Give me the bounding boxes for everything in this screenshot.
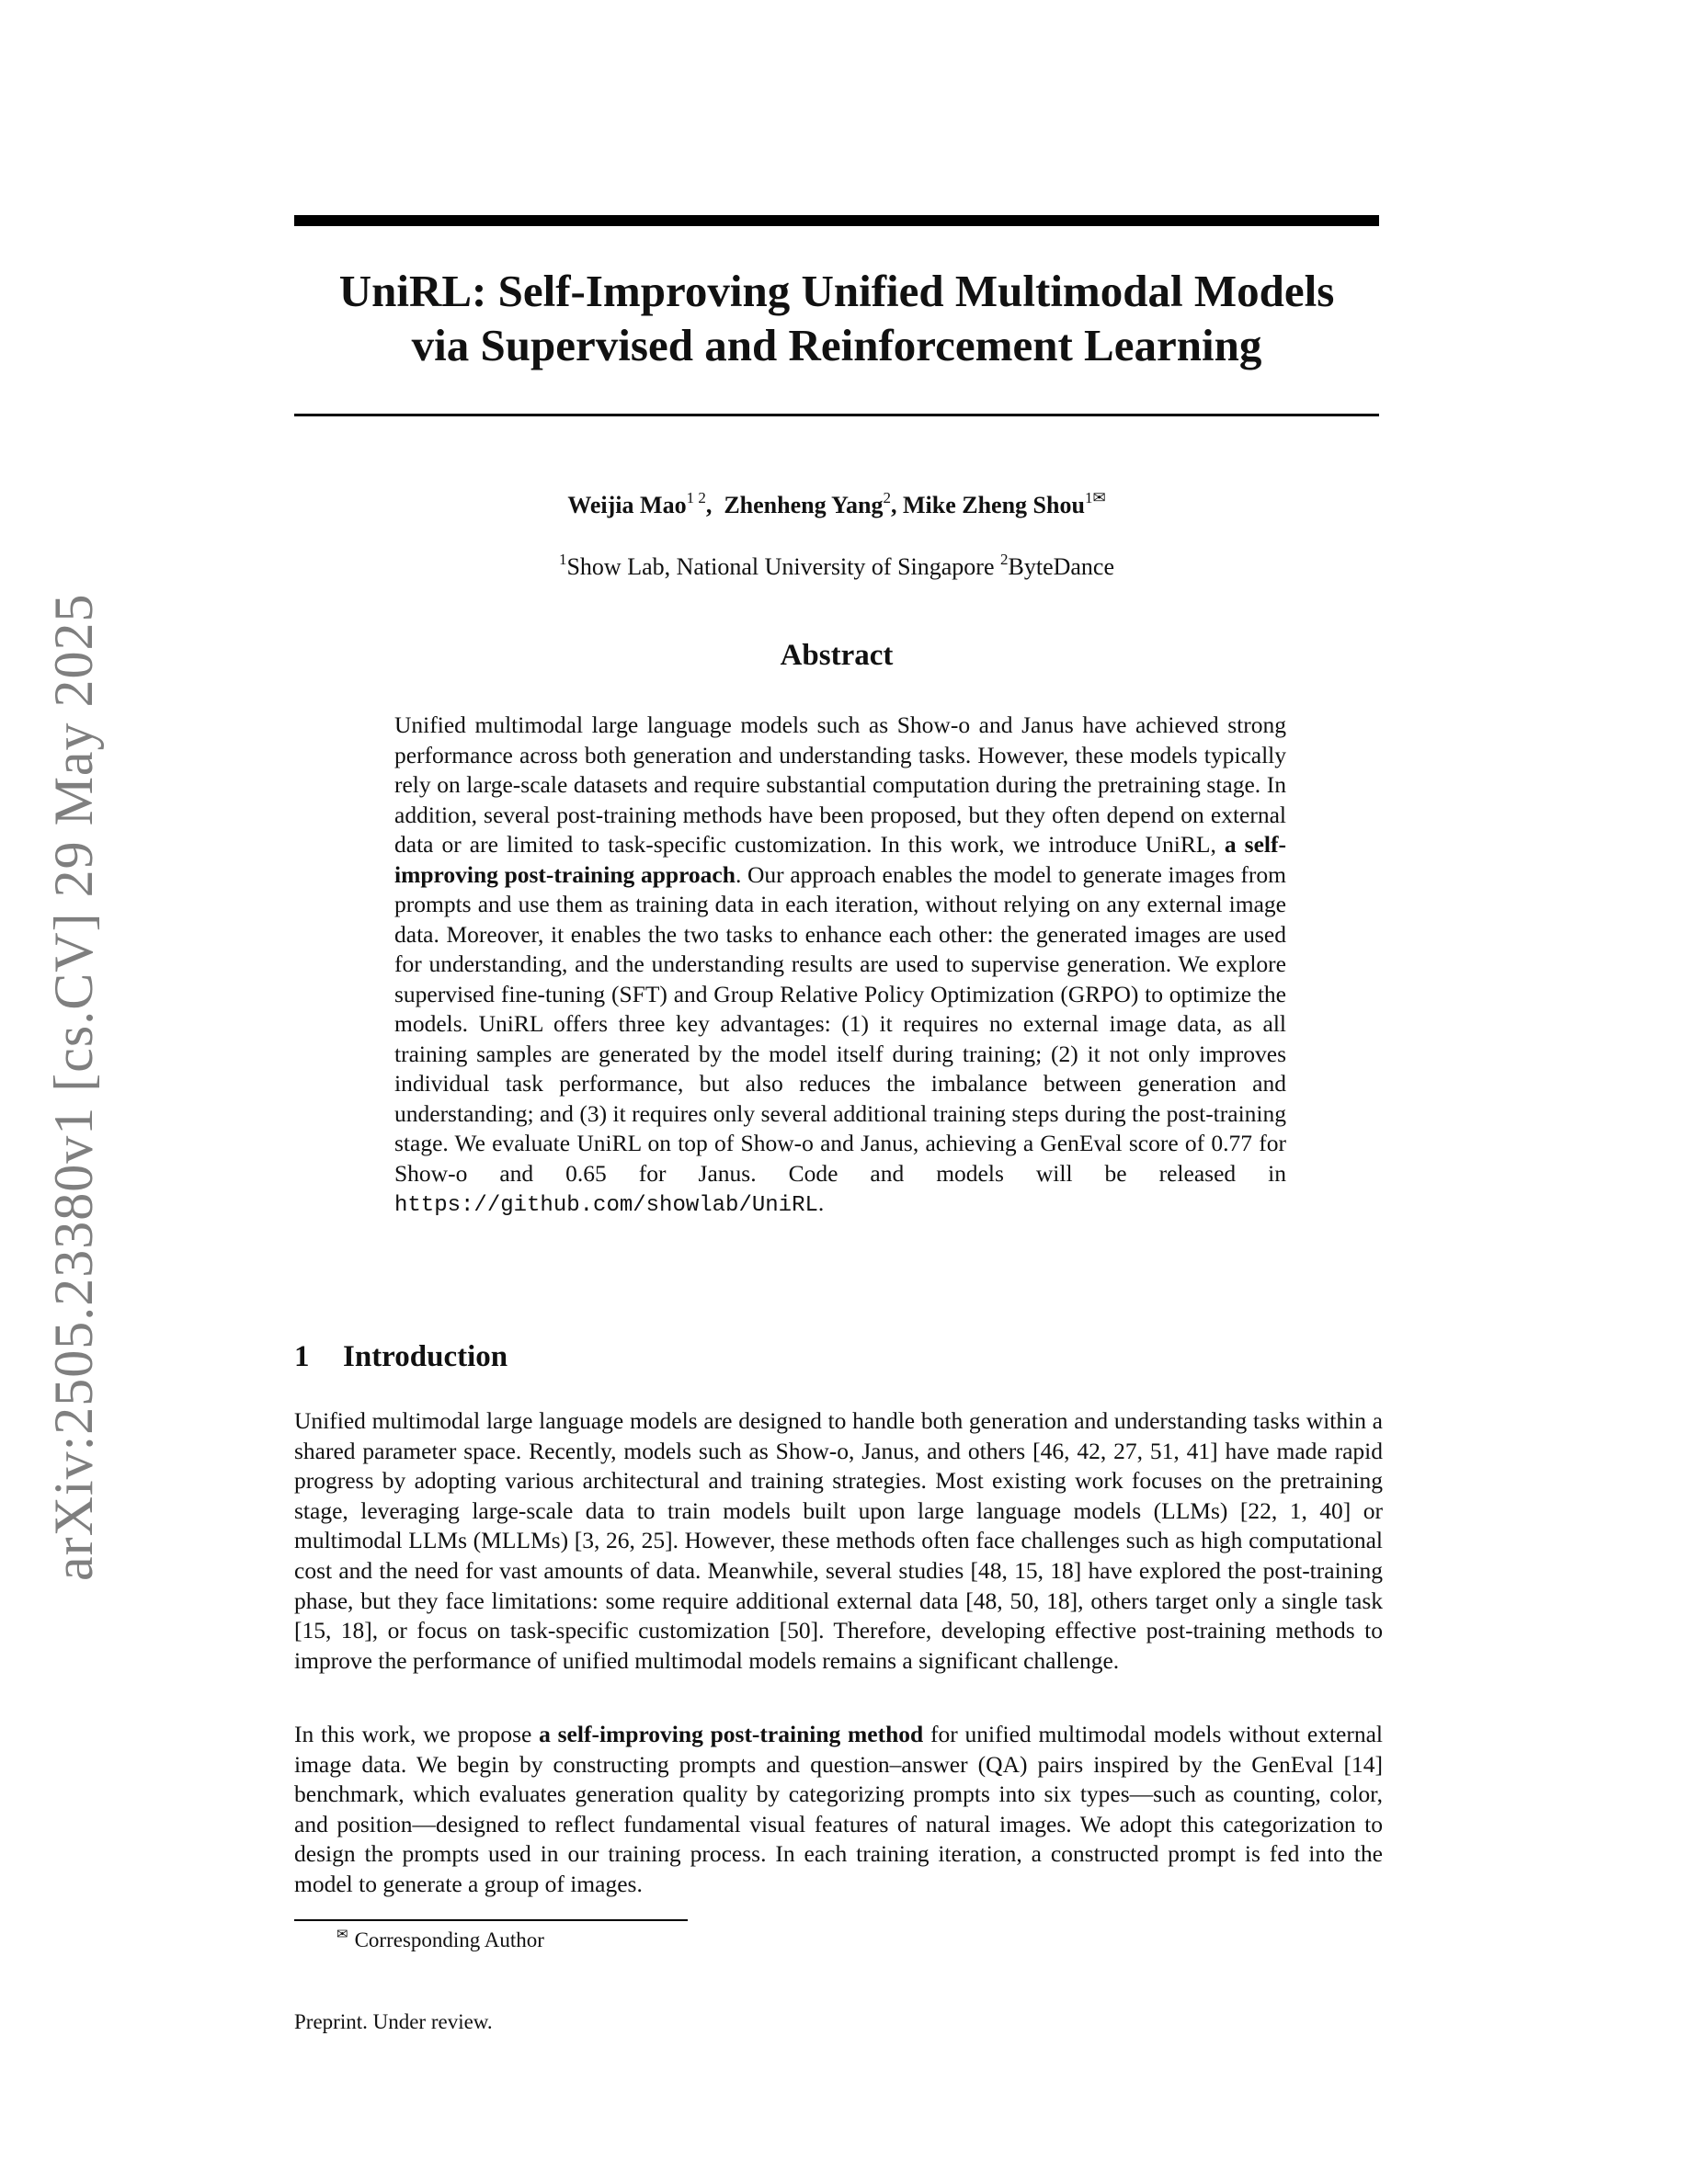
affiliation-mark: 1 bbox=[558, 551, 567, 568]
author-separator: , bbox=[705, 492, 724, 518]
author-list bbox=[294, 487, 1379, 524]
intro-paragraph-1: Unified multimodal large language models are designed to handle both generation and understanding tasks within a shared parameter space. Recently, models such as Show-o, Janus, and others [46, 42, 27, 51, 41] have made rapid progress by adopting various architectural and training strategies. Most existing work focuses on the pretraining stage, leveraging large-scale data to train models built upon large language models (LLMs) [22, 1, 40] or multimodal LLMs (MLLMs) [3, 26, 25]. However, these methods often face challenges such as high computational cost and the need for vast amounts of data. Meanwhile, several studies [48, 15, 18] have explored the post-training phase, but they face limitations: some require additional external data [48, 50, 18], others target only a single task [15, 18], or focus on task-specific customization [50]. Therefore, developing effective post-training methods to improve the performance of unified multimodal models remains a significant challenge. bbox=[294, 1407, 1383, 1674]
affiliation-mark: 2 bbox=[1000, 551, 1009, 568]
intro-bold-text: a self-improving post-training method bbox=[539, 1721, 924, 1747]
envelope-icon: ✉ bbox=[336, 1928, 348, 1942]
abstract-bold-text: a self-improving post-training approach bbox=[394, 831, 1286, 888]
section-title: Introduction bbox=[343, 1340, 508, 1373]
author-name: Mike Zheng Shou bbox=[902, 492, 1085, 518]
abstract-text-end: . bbox=[817, 1189, 825, 1216]
title-bottom-rule bbox=[294, 414, 1379, 416]
affiliations bbox=[294, 549, 1379, 586]
arxiv-identifier: arXiv:2505.23380v1 [cs.CV] 29 May 2025 bbox=[43, 593, 104, 1581]
affiliation-text: ByteDance bbox=[1008, 553, 1115, 580]
author-affiliation-mark: 1 2 bbox=[686, 489, 706, 506]
title-line-2: via Supervised and Reinforcement Learning bbox=[411, 320, 1262, 370]
footnote-rule bbox=[294, 1919, 688, 1921]
footnote-text: Corresponding Author bbox=[354, 1928, 544, 1951]
author-separator: , bbox=[890, 492, 903, 518]
footnote bbox=[336, 1925, 1072, 1956]
code-url-link[interactable]: https://github.com/showlab/UniRL bbox=[394, 1193, 818, 1218]
abstract-body bbox=[394, 711, 1286, 1222]
abstract-text: Unified multimodal large language models such as Show-o and Janus have achieved strong performance across both generation and understanding tasks. However, these models typically rely on large-scale datasets and require substantial computation during the pretraining stage. In addition, several post-training methods have been proposed, but they often depend on external data or are limited to task-specific customization. In this work, we introduce UniRL, bbox=[394, 711, 1286, 858]
author-name: Weijia Mao bbox=[567, 492, 687, 518]
author-affiliation-mark: 2 bbox=[883, 489, 891, 506]
paper-title bbox=[294, 264, 1379, 372]
abstract-text: . Our approach enables the model to generate images from prompts and use them as training data in each iteration, without relying on any external image data. Moreover, it enables the two tasks to enhance each other: the generated images are used for understanding, and the understanding results are used to supervise generation. We explore supervised fine-tuning (SFT) and Group Relative Policy Optimization (GRPO) to optimize the models. UniRL offers three key advantages: (1) it requires no external image data, as all training samples are generated by the model itself during training; (2) it not only improves individual task performance, but also reduces the imbalance between generation and understanding; and (3) it requires only several additional training steps during the post-training stage. We evaluate UniRL on top of Show-o and Janus, achieving a GenEval score of 0.77 for Show-o and 0.65 for Janus. Code and models will be released in bbox=[394, 860, 1287, 1187]
title-line-1: UniRL: Self-Improving Unified Multimodal Models bbox=[338, 266, 1335, 316]
author-name: Zhenheng Yang bbox=[724, 492, 884, 518]
title-top-rule bbox=[294, 215, 1379, 226]
preprint-notice: Preprint. Under review. bbox=[294, 2010, 493, 2033]
abstract-heading: Abstract bbox=[780, 639, 894, 672]
section-number: 1 bbox=[294, 1340, 310, 1373]
intro-text: In this work, we propose bbox=[294, 1721, 540, 1747]
intro-paragraph-2 bbox=[294, 1720, 1383, 1900]
section-heading-introduction bbox=[294, 1337, 1379, 1376]
author-affiliation-mark: 1✉ bbox=[1084, 489, 1106, 506]
intro-text: for unified multimodal models without external image data. We begin by constructing prompts and question–answer (QA) pairs inspired by the GenEval [14] benchmark, which evaluates generation quality by categorizing prompts into six types—such as counting, color, and position—designed to reflect fundamental visual features of natural images. We adopt this categorization to design the prompts used in our training process. In each training iteration, a constructed prompt is fed into the model to generate a group of images. bbox=[294, 1721, 1383, 1897]
affiliation-text: Show Lab, National University of Singapore bbox=[566, 553, 1000, 580]
